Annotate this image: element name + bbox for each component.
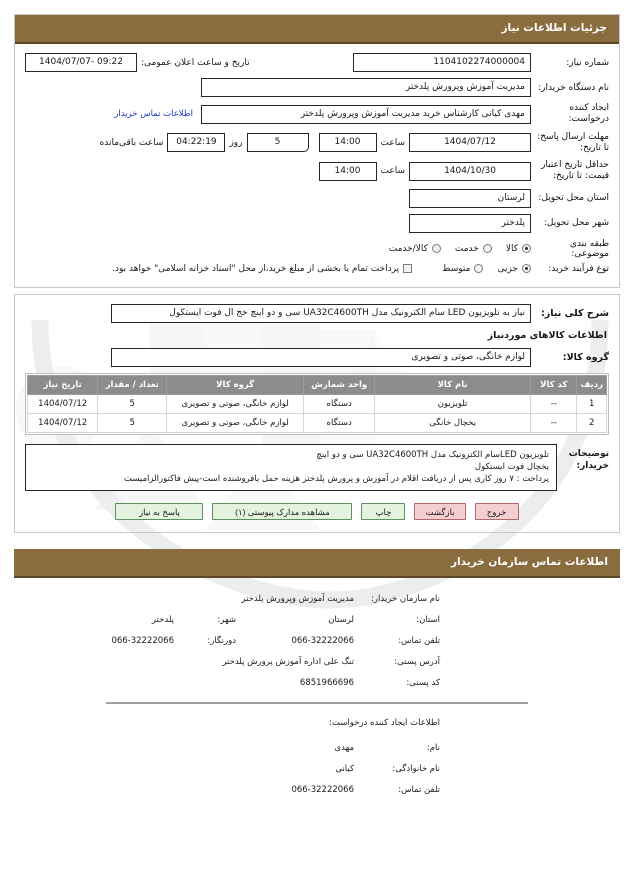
- delivery-province-label: استان محل تحویل:: [538, 193, 609, 203]
- creator-first-name-row: [14, 743, 620, 753]
- col-goods-group: گروه کالا: [167, 375, 304, 394]
- need-details-body: [15, 44, 619, 287]
- col-goods-code: کد کالا: [531, 375, 577, 394]
- col-count-unit: واحد شمارش: [304, 375, 375, 394]
- delivery-city-value: پلدختر: [409, 214, 531, 233]
- col-quantity: تعداد / مقدار: [98, 375, 167, 394]
- request-creator-label: ایجاد کننده درخواست:: [568, 103, 609, 125]
- buyer-notes-line-2: یخچال فوت ایستکول: [474, 461, 549, 472]
- creator-phone-label: تلفن تماس:: [398, 785, 440, 796]
- radio-goods-service-icon[interactable]: [432, 244, 441, 253]
- validity-hour-label: ساعت: [380, 166, 405, 177]
- col-goods-name: نام کالا: [375, 375, 531, 394]
- goods-info-title: اطلاعات کالاهای موردنیاز: [487, 329, 607, 341]
- need-number-label: شماره نیاز:: [566, 57, 609, 68]
- classification-option-goods-label: کالا: [505, 243, 518, 254]
- creator-last-name-value: کیانی: [335, 764, 354, 775]
- remaining-days-label: روز: [229, 137, 243, 148]
- deadline-hour-label: ساعت: [380, 137, 405, 148]
- goods-table-wrapper: [25, 373, 609, 435]
- announce-label: تاریخ و ساعت اعلان عمومی:: [141, 57, 250, 68]
- contact-phone-value: 066-32222066: [291, 636, 354, 647]
- contact-phone-label: تلفن تماس:: [398, 636, 440, 647]
- process-type-label: توع فرآیند خرید:: [548, 263, 609, 274]
- buyer-notes-line-3: پرداخت : ۷ روز کاری پس از دریافت اقلام در آموزش و پرورش پلدختر هزینه حمل بافروشنده است-پیش فاکتورالزامیست: [123, 474, 549, 485]
- section-divider: [106, 702, 528, 704]
- buyer-contact-header: اطلاعات تماس سازمان خریدار: [14, 549, 620, 578]
- buyer-org-value: مدیریت آموزش وپرورش پلدختر: [201, 78, 531, 97]
- print-button[interactable]: چاپ: [361, 503, 405, 520]
- creator-last-name-row: [14, 764, 620, 774]
- classification-option-goods-service[interactable]: [389, 244, 441, 254]
- contact-phone-row: [14, 636, 620, 646]
- need-details-header: جزئیات اطلاعات نیاز: [15, 15, 619, 44]
- response-deadline-hour: 14:00: [319, 133, 377, 152]
- cell-quantity: 5: [98, 413, 167, 432]
- buyer-notes-label: توضیحات خریدار:: [568, 448, 609, 471]
- contact-province-label: استان:: [416, 615, 440, 626]
- goods-group-value: لوازم خانگی، صوتی و تصویری: [111, 348, 531, 367]
- cell-goods-group: لوازم خانگی، صوتی و تصویری: [167, 413, 304, 432]
- remaining-time-label: ساعت باقی‌مانده: [99, 137, 164, 148]
- need-summary-value: نیاز به تلویزیون LED سام الکترونیک مدل UA32C4600TH سی و دو اینچ خج ال فوت ایستکول: [111, 304, 531, 323]
- delivery-province-row: [25, 189, 609, 208]
- goods-summary-panel: [14, 294, 620, 534]
- goods-summary-body: [15, 295, 619, 533]
- cell-goods-name: یخچال خانگی: [375, 413, 531, 432]
- remaining-time-value: 04:22:19: [167, 133, 225, 152]
- classification-row: [25, 239, 609, 259]
- contact-postal-value: 6851966696: [299, 678, 354, 689]
- contact-province-value: لرستان: [328, 615, 354, 626]
- goods-table-header-row: [28, 375, 607, 394]
- buyer-org-row: [25, 78, 609, 97]
- contact-org-row: [14, 594, 620, 604]
- treasury-document-checkbox-group[interactable]: [112, 264, 412, 274]
- need-summary-label: شرح کلی نیاز:: [540, 307, 609, 319]
- contact-city-value: پلدختر: [151, 615, 174, 626]
- contact-org-value: مدیریت آموزش وپرورش پلدختر: [241, 594, 354, 605]
- radio-minor-icon[interactable]: [522, 264, 531, 273]
- cell-goods-name: تلویزیون: [375, 394, 531, 413]
- contact-city-label: شهر:: [217, 615, 236, 626]
- process-type-row: [25, 264, 609, 274]
- price-validity-hour: 14:00: [319, 162, 377, 181]
- checkbox-treasury-icon[interactable]: [403, 264, 412, 273]
- table-row: [28, 413, 607, 432]
- view-attachments-button[interactable]: مشاهده مدارک پیوستی (۱): [212, 503, 352, 520]
- goods-group-row: [25, 348, 609, 367]
- remaining-days-value: 5: [247, 133, 309, 152]
- classification-option-service-label: خدمت: [454, 243, 479, 254]
- contact-org-label: نام سازمان خریدار:: [371, 594, 440, 605]
- need-summary-row: [25, 304, 609, 323]
- cell-count-unit: دستگاه: [304, 413, 375, 432]
- goods-table: [27, 375, 607, 433]
- contact-fax-label: دورنگار:: [207, 636, 236, 647]
- cell-goods-code: --: [531, 413, 577, 432]
- action-button-row: [25, 503, 609, 520]
- process-option-minor-label: جزیی: [497, 263, 518, 274]
- process-option-medium-label: متوسط: [442, 263, 471, 274]
- request-creator-value: مهدی کیانی کارشناس خرید مدیریت آموزش وپرورش پلدختر: [201, 105, 531, 124]
- contact-location-row: [14, 615, 620, 625]
- cell-need-date: 1404/07/12: [28, 394, 98, 413]
- creator-last-name-label: نام خانوادگی:: [392, 764, 440, 775]
- creator-first-name-value: مهدی: [334, 743, 354, 754]
- price-validity-row: [25, 160, 609, 183]
- buyer-notes-row: [25, 444, 609, 492]
- delivery-city-label: شهر محل تحویل:: [543, 218, 609, 228]
- need-details-panel: [14, 14, 620, 288]
- contact-address-row: [14, 657, 620, 667]
- buyer-contact-link[interactable]: اطلاعات تماس خریدار: [114, 109, 193, 120]
- classification-option-goods[interactable]: [506, 244, 531, 254]
- exit-button[interactable]: خروج: [475, 503, 519, 520]
- creator-phone-value: 066-32222066: [291, 785, 354, 796]
- cell-need-date: 1404/07/12: [28, 413, 98, 432]
- radio-goods-icon[interactable]: [522, 244, 531, 253]
- respond-to-need-button[interactable]: پاسخ به نیاز: [115, 503, 203, 520]
- price-validity-label: حداقل تاریخ اعتبار قیمت: تا تاریخ:: [541, 160, 609, 182]
- process-option-minor[interactable]: [497, 264, 531, 274]
- contact-address-value: تنگ علی اداره آموزش پرورش پلدختر: [222, 657, 354, 668]
- table-row: [28, 394, 607, 413]
- cell-count-unit: دستگاه: [304, 394, 375, 413]
- contact-postal-label: کد پستی:: [406, 678, 440, 689]
- buyer-contact-body: [14, 578, 620, 812]
- buyer-contact-panel: [14, 549, 620, 812]
- process-option-medium[interactable]: [442, 264, 483, 274]
- response-deadline-row: [25, 132, 609, 155]
- col-row-number: ردیف: [577, 375, 607, 394]
- delivery-province-value: لرستان: [409, 189, 531, 208]
- cell-goods-group: لوازم خانگی، صوتی و تصویری: [167, 394, 304, 413]
- need-number-row: [25, 53, 609, 72]
- announce-value: 1404/07/07- 09:22: [25, 53, 137, 72]
- classification-option-service[interactable]: [455, 244, 492, 254]
- cell-row-number: 1: [577, 394, 607, 413]
- contact-address-label: آدرس پستی:: [394, 657, 440, 668]
- request-creator-row: [25, 103, 609, 126]
- response-deadline-date: 1404/07/12: [409, 133, 531, 152]
- back-button[interactable]: بازگشت: [414, 503, 465, 520]
- creator-info-title: اطلاعات ایجاد کننده درخواست:: [329, 718, 440, 729]
- classification-option-goods-service-label: کالا/خدمت: [388, 243, 428, 254]
- buyer-org-label: نام دستگاه خریدار:: [538, 82, 609, 93]
- contact-fax-value: 066-32222066: [111, 636, 174, 647]
- radio-service-icon[interactable]: [483, 244, 492, 253]
- classification-label: طبقه بندی موضوعی:: [569, 238, 609, 259]
- col-need-date: تاریخ نیاز: [28, 375, 98, 394]
- delivery-city-row: [25, 214, 609, 233]
- contact-postal-row: [14, 678, 620, 688]
- treasury-document-label: پرداخت تمام یا بخشی از مبلغ خرید،از محل "اسناد خزانه اسلامی" خواهد بود.: [112, 263, 400, 274]
- goods-group-label: گروه کالا:: [562, 351, 609, 363]
- creator-phone-row: [14, 785, 620, 795]
- response-deadline-label: مهلت ارسال پاسخ: تا تاریخ:: [537, 131, 609, 153]
- buyer-notes-box: [25, 444, 557, 492]
- need-number-value: 1104102274000004: [353, 53, 531, 72]
- creator-info-title-row: [14, 718, 620, 728]
- creator-first-name-label: نام:: [426, 743, 440, 754]
- cell-quantity: 5: [98, 394, 167, 413]
- cell-row-number: 2: [577, 413, 607, 432]
- price-validity-date: 1404/10/30: [409, 162, 531, 181]
- buyer-notes-line-1: تلویزیون LEDسام الکترونیک مدل UA32C4600TH سی و دو اینچ: [316, 449, 549, 460]
- radio-medium-icon[interactable]: [474, 264, 483, 273]
- cell-goods-code: --: [531, 394, 577, 413]
